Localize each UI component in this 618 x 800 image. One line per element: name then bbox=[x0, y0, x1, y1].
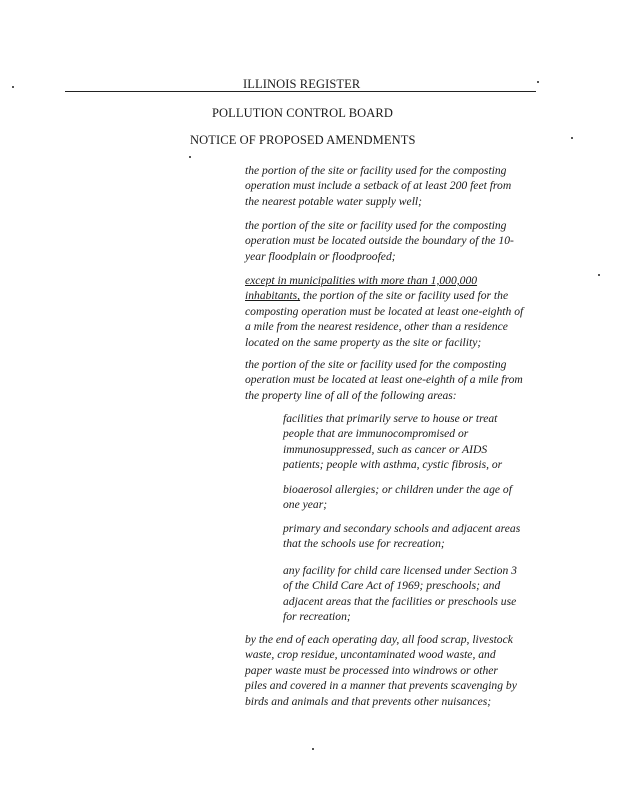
text-line: operation must be located outside the boundary of the 10- bbox=[245, 234, 514, 248]
text-line: year floodplain or floodproofed; bbox=[245, 249, 396, 263]
text-line: located on the same property as the site or facility; bbox=[245, 335, 482, 349]
text-line: that the schools use for recreation; bbox=[283, 537, 445, 551]
scan-speck bbox=[571, 137, 573, 139]
text-line: any facility for child care licensed under Section 3 bbox=[283, 564, 517, 577]
text-line: for recreation; bbox=[283, 610, 351, 624]
text-line: the nearest potable water supply well; bbox=[245, 194, 422, 208]
scan-speck bbox=[12, 86, 14, 88]
text-line: paper waste must be processed into windrows or other bbox=[245, 663, 498, 677]
paragraph-daily-processing bbox=[245, 632, 517, 709]
text-line: a mile from the nearest residence, other than a residence bbox=[245, 320, 508, 334]
subitem-health-facilities-continued bbox=[283, 482, 512, 513]
scan-speck bbox=[189, 156, 191, 158]
notice-title: NOTICE OF PROPOSED AMENDMENTS bbox=[190, 133, 416, 147]
inserted-text: except in municipalities with more than 1,000,000 bbox=[245, 274, 478, 287]
board-title: POLLUTION CONTROL BOARD bbox=[212, 106, 393, 120]
text-line: one year; bbox=[283, 498, 328, 512]
text-line: the portion of the site or facility used for the composting bbox=[245, 164, 507, 177]
text-line: of the Child Care Act of 1969; preschools; and bbox=[283, 579, 501, 593]
subitem-health-facilities bbox=[283, 411, 502, 473]
inserted-text: inhabitants, bbox=[245, 289, 301, 303]
text-line: the property line of all of the following areas: bbox=[245, 388, 457, 402]
subitem-schools bbox=[283, 521, 520, 552]
text-fragment: the portion of the site or facility used for the bbox=[300, 289, 509, 303]
scan-speck bbox=[537, 81, 539, 83]
text-line: facilities that primarily serve to house or treat bbox=[283, 412, 498, 425]
text-line: by the end of each operating day, all food scrap, livestock bbox=[245, 633, 513, 646]
text-line: composting operation must be located at least one-eighth of bbox=[245, 304, 524, 318]
paragraph-property-line bbox=[245, 357, 523, 403]
paragraph-floodplain bbox=[245, 218, 514, 264]
paragraph-residence-setback bbox=[245, 273, 523, 350]
scan-speck bbox=[312, 748, 314, 750]
text-line: the portion of the site or facility used for the composting bbox=[245, 358, 507, 371]
text-line: waste, crop residue, uncontaminated wood waste, and bbox=[245, 648, 496, 662]
header-rule bbox=[65, 91, 536, 92]
subitem-child-care bbox=[283, 563, 517, 625]
text-line: birds and animals and that prevents other nuisances; bbox=[245, 694, 492, 708]
text-line: people that are immunocompromised or bbox=[283, 427, 469, 441]
text-line: patients; people with asthma, cystic fibrosis, or bbox=[283, 458, 503, 472]
text-line: bioaerosol allergies; or children under the age of bbox=[283, 483, 512, 496]
text-line: operation must include a setback of at least 200 feet from bbox=[245, 179, 512, 193]
register-title: ILLINOIS REGISTER bbox=[243, 77, 361, 91]
paragraph-setback-well bbox=[245, 163, 511, 209]
scan-speck bbox=[598, 274, 600, 276]
text-line: adjacent areas that the facilities or preschools use bbox=[283, 594, 517, 608]
text-line: operation must be located at least one-eighth of a mile from bbox=[245, 373, 523, 387]
text-line: immunosuppressed, such as cancer or AIDS bbox=[283, 442, 488, 456]
text-line: the portion of the site or facility used for the composting bbox=[245, 219, 507, 232]
text-line: primary and secondary schools and adjacent areas bbox=[283, 522, 521, 535]
text-line: piles and covered in a manner that prevents scavenging by bbox=[245, 679, 517, 693]
